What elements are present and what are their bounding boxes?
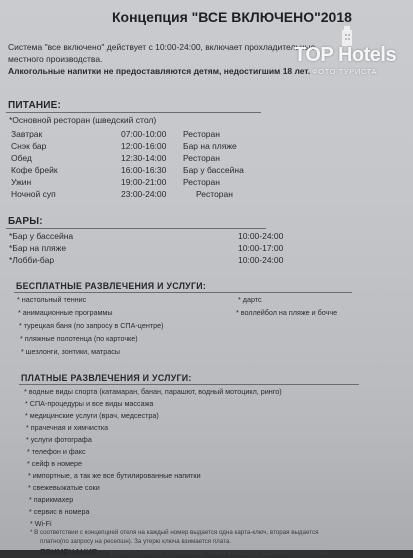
tophotels-watermark [290, 24, 408, 84]
food-time: 12:00-16:00 [121, 141, 167, 151]
food-name: Снэк бар [11, 141, 47, 151]
free-services-divider [14, 292, 352, 293]
list-item: * анимационные программы [18, 308, 113, 317]
bars-header: БАРЫ: [8, 216, 43, 227]
paid-services-divider [19, 384, 359, 385]
key-card-note-line-1: * В соответствии с концепцией отеля на каждый номер выдается одна карта-ключ, вторая выдается [30, 529, 319, 536]
food-place: Ресторан [183, 129, 220, 139]
list-item: * турецкая баня (по запросу в СПА-центре) [19, 321, 164, 330]
footer-note-label: ПРИМЕЧАНИЕ : [40, 548, 102, 557]
food-header: ПИТАНИЕ: [8, 100, 62, 111]
food-name: Завтрак [11, 129, 43, 139]
bar-name: *Бар на пляже [9, 243, 67, 253]
list-item: * свежевыжатые соки [28, 483, 100, 492]
food-place: Ресторан [183, 177, 220, 187]
bar-name: *Лобби-бар [9, 255, 55, 265]
page-title: Концепция "ВСЕ ВКЛЮЧЕНО"2018 [112, 9, 352, 25]
intro-line-1: Система "все включено" действует с 10:00-24:00, включает прохладительные [8, 42, 316, 52]
bar-time: 10:00-17:00 [238, 243, 284, 253]
list-item: * услуги фотографа [26, 435, 92, 444]
bar-time: 10:00-24:00 [238, 231, 284, 241]
list-item: * Wi-Fi [30, 519, 52, 528]
paid-services-header: ПЛАТНЫЕ РАЗВЛЕЧЕНИЯ И УСЛУГИ: [21, 373, 192, 383]
bars-divider [6, 228, 266, 229]
list-item: * шезлонги, зонтики, матрасы [21, 347, 120, 356]
food-place: Ресторан [196, 189, 233, 199]
list-item: * пляжные полотенца (по карточке) [20, 334, 138, 343]
list-item: * сейф в номере [27, 459, 83, 468]
food-name: Кофе брейк [11, 165, 58, 175]
food-time: 23:00-24:00 [121, 189, 167, 199]
intro-line-2: местного производства. [8, 54, 103, 64]
list-item: * воллейбол на пляже и бочче [236, 308, 338, 317]
watermark-brand: TOP Hotels [294, 44, 397, 66]
bar-time: 10:00-24:00 [238, 255, 284, 265]
list-item: * СПА-процедуры и все виды массажа [25, 399, 154, 408]
list-item: * медицинские услуги (врач, медсестра) [25, 411, 159, 420]
bar-name: *Бар у бассейна [9, 231, 74, 241]
food-time: 16:00-16:30 [121, 165, 167, 175]
watermark-sub: ФОТО ТУРИСТА [312, 67, 378, 76]
food-divider [6, 112, 261, 113]
food-name: Ночной суп [11, 189, 56, 199]
food-time: 19:00-21:00 [121, 177, 167, 187]
list-item: * телефон и факс [27, 447, 86, 456]
main-restaurant: *Основной ресторан (шведский стол) [9, 115, 157, 125]
food-place: Бар у бассейна [183, 165, 244, 175]
list-item: * дартс [238, 295, 262, 304]
footer-note [40, 547, 327, 558]
watermark-tower-icon [340, 26, 354, 46]
food-time: 07:00-10:00 [121, 129, 167, 139]
food-name: Ужин [11, 177, 32, 187]
list-item: * водные виды спорта (катамаран, банан, парашют, водный мотоцикл, ринго) [24, 387, 282, 396]
food-time: 12:30-14:00 [121, 153, 167, 163]
food-place: Ресторан [183, 153, 220, 163]
list-item: * прачечная и химчистка [26, 423, 109, 432]
key-card-note-line-2: платно(по запросу на ресепшн). За утерю ключа взимается плата. [40, 538, 232, 545]
list-item: * парикмахер [29, 495, 74, 504]
list-item: * сервис в номера [29, 507, 90, 516]
intro-line-3: Алкогольные напитки не предоставляются детям, недостигшим 18 лет. [8, 66, 311, 76]
list-item: * настольный теннис [17, 295, 87, 304]
food-place: Бар на пляже [183, 141, 237, 151]
footer-note-text: Время концепции "все включено" может меняться в зависимости от сезона [110, 550, 327, 557]
free-services-header: БЕСПЛАТНЫЕ РАЗВЛЕЧЕНИЯ И УСЛУГИ: [16, 281, 207, 291]
list-item: * импортные, а так же все бутилированные напитки [28, 471, 201, 480]
food-name: Обед [11, 153, 32, 163]
